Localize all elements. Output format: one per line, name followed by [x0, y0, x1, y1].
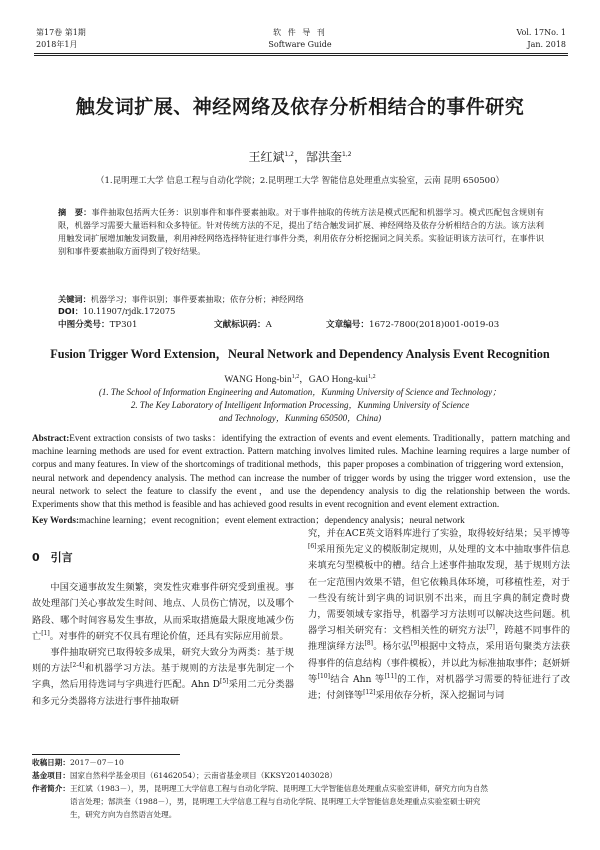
clc-item — [58, 318, 138, 330]
doi-label: DOI： — [58, 306, 83, 316]
right-text-2: 采用预先定义的模版制定规则，从处理的文本中抽取事件信息来填充匀型模板中的槽。结合上述事件抽取发现，基于规则方法在一定范围内效果不错，但它依赖具体环境，可移植性差，对于一些没有统计到字典的词识别不出来，而且字典的制定费时费力，需要领域专家指导，机器学习方法则可以解决这些问题。机器学习相关研究有：文档相关性的研究方法 — [308, 544, 570, 637]
header-rule — [34, 53, 568, 54]
intro-p2-text-b: 和机器学习方法。基于规则的方法是事先制定一个字典，然后用待选词与字典进行匹配。Ahn D — [32, 663, 295, 691]
header-journal-cn: 软 件 导 刊 — [273, 28, 327, 37]
doi-line — [58, 305, 544, 318]
right-text-8: 采用依存分析，深入挖掘词与词 — [375, 690, 505, 702]
body-right-column — [308, 526, 570, 704]
doc-code-label: 文献标识码： — [214, 320, 266, 330]
footnote-author-bio-line-3: 生，研究方向为自然语言处理。 — [70, 810, 177, 819]
english-title: Fusion Trigger Word Extension，Neural Network and Dependency Analysis Event Recognition — [50, 347, 550, 361]
citation-8[interactable]: [8] — [364, 640, 373, 648]
header-rule-secondary — [34, 55, 568, 56]
header-volume-issue-en: Vol. 17No. 1 — [516, 28, 566, 37]
english-author-1: WANG Hong-bin — [224, 375, 292, 385]
intro-p2-text-c: 采用二元分类器和多元分类器将方法进行事件抽取研 — [32, 679, 294, 707]
clc-label: 中图分类号： — [58, 320, 110, 330]
intro-paragraph-1 — [32, 580, 294, 645]
citation-3[interactable]: [5] — [220, 678, 229, 686]
author-name-2: ，郜洪奎 — [294, 150, 343, 164]
paper-title: 触发词扩展、神经网络及依存分析相结合的事件研究 — [75, 96, 525, 118]
author-bio-label: 作者简介： — [32, 784, 70, 793]
keywords-cn-label: 关键词： — [58, 294, 91, 304]
header-journal-en: Software Guide — [268, 40, 332, 49]
citation-12[interactable]: [12] — [363, 688, 376, 696]
intro-p1-end: 。对事件的研究不仅具有理论价值，还具有实际应用前景。 — [49, 630, 289, 642]
fund-label: 基金项目： — [32, 771, 70, 780]
citation-2[interactable]: [2-4] — [70, 662, 85, 670]
article-no-item — [326, 318, 499, 330]
intro-p1-text: 中国交通事故发生频繁，突发性灾难事件研究受到重视。事故处理部门关心事故发生时间、地点、人员伤亡情况，以及哪个路段、哪个时间容易发生事故，从而采取措施最大限度地减少伤亡 — [32, 582, 294, 642]
article-no-value: 1672-7800(2018)001-0019-03 — [368, 320, 500, 330]
english-abstract-text: Event extraction consists of two tasks：identifying the extraction of events and event elements. Traditionally，pattern matching and machine learning methods are used for event extraction. Pattern matching involves limited rules. Machine learning requires a large number of corpus and many features. In view of the shortcomings of traditional methods，this paper proposes a combination of triggering word extension，neural network and dependency analysis. The method can increase the number of trigger words by using the trigger word extension，use the neural network to select the feature to classify the event，and use the dependency analysis to dig the relationship between the words. Experiments show that this method is feasible and has achieved good results in event recognition and event element extraction. — [32, 433, 570, 510]
citation-11[interactable]: [11] — [384, 672, 397, 680]
footnote-author-bio — [32, 783, 568, 795]
english-keywords-label: Key Words: — [32, 515, 80, 525]
affiliation-cn: （1.昆明理工大学 信息工程与自动化学院；2.昆明理工大学 智能信息处理重点实验室，云南 昆明 650500） — [96, 176, 504, 186]
authors-cn — [0, 148, 600, 165]
received-date: 2017－07－10 — [69, 758, 124, 767]
english-affiliation-line-3: and Technology，Kunming 650500，China) — [218, 413, 382, 423]
doc-code-value: A — [265, 320, 272, 330]
citation-1[interactable]: [1] — [41, 629, 50, 637]
intro-paragraph-2 — [32, 645, 294, 710]
author-name-1: 王红斌 — [248, 150, 285, 164]
citation-9[interactable]: [9] — [410, 640, 420, 648]
footnote-fund — [32, 770, 568, 782]
footnote-rule — [32, 754, 180, 755]
english-authors — [0, 371, 600, 385]
footnote-author-bio-line-2: 语言处理；郜洪奎（1988－），男，昆明理工大学信息工程与自动化学院、昆明理工大学智能信息处理重点实验室硕士研究 — [70, 797, 481, 806]
header-volume-issue: 第17卷 第1期 — [36, 28, 86, 37]
intro-p2-text: 事件抽取研究已取得较多成果，研究大致分为两类：基于规则的方法 — [32, 647, 294, 675]
english-affiliation-line-1: (1. The School of Information Engineering and Automation，Kunming University of Science and Technology； — [98, 387, 502, 397]
abstract-cn — [58, 206, 544, 258]
english-keywords-text: machine learning；event recognition；event element extraction；dependency analysis；neural network — [79, 515, 465, 525]
author-bio-line-1: 王红斌（1983－），男，昆明理工大学信息工程与自动化学院、昆明理工大学智能信息处理重点实验室讲师，研究方向为自然 — [69, 784, 488, 793]
abstract-cn-text: 事件抽取包括两大任务：识别事件和事件要素抽取。对于事件抽取的传统方法是模式匹配和机器学习。模式匹配包含规则有限，机器学习需要大量语料和众多特征。针对传统方法的不足，提出了结合触发词扩展、神经网络及依存分析相结合的方法。该方法利用触发词扩展增加触发词数量，利用神经网络选择特征进行事件分类，利用依存分析挖掘词之间关系。实验证明该方法可行，在事件识别和事件要素抽取方面得到了较好结果。 — [58, 207, 544, 256]
right-text-7: 的工作，对机器学习需要的特征进行了改进；付剑锋等 — [308, 673, 571, 702]
clc-value: TP301 — [109, 320, 138, 330]
article-no-label: 文章编号： — [326, 320, 369, 330]
english-abstract-label: Abstract: — [32, 433, 70, 443]
english-author-1-sup: 1,2 — [291, 373, 300, 380]
right-text-6: 结合 Ahn 等 — [329, 673, 385, 685]
author-sup-1: 1,2 — [284, 151, 294, 158]
header-date-cn: 2018年1月 — [36, 40, 78, 49]
english-author-2: ，GAO Hong-kui — [299, 375, 369, 385]
header-date-en: Jan. 2018 — [527, 40, 566, 49]
intro-paragraph-continued — [308, 526, 570, 704]
keywords-cn-text: 机器学习；事件识别；事件要素抽取；依存分析；神经网络 — [90, 294, 304, 304]
english-author-2-sup: 1,2 — [368, 373, 376, 380]
doi-value: 10.11907/rjdk.172075 — [83, 306, 176, 316]
footnote-received — [32, 757, 568, 769]
citation-10[interactable]: [10] — [317, 672, 330, 680]
citation-7[interactable]: [7] — [486, 624, 495, 632]
right-text-5: 根据中文特点，采用语句聚类方法获得事件的信息结构（事件模板），并以此为标准抽取事件；赵妍妍等 — [308, 641, 571, 685]
doc-code-item — [214, 318, 272, 330]
abstract-cn-label: 摘 要： — [58, 207, 92, 217]
fund-text: 国家自然科学基金项目（61462054）；云南省基金项目（KKSY201403028） — [69, 771, 337, 780]
english-affiliation-line-2: 2. The Key Laboratory of Intelligent Information Processing，Kunming University of Science — [130, 400, 470, 410]
body-left-column — [32, 548, 294, 710]
right-text-3: ，跨越不同事件的推理演绎方法 — [308, 625, 571, 653]
right-text-4: 。杨尔弘 — [373, 641, 411, 653]
section-heading-introduction: 0 引言 — [32, 551, 73, 564]
received-label: 收稿日期： — [32, 758, 70, 767]
english-abstract — [32, 432, 570, 511]
author-sup-2: 1,2 — [342, 151, 352, 158]
citation-6[interactable]: [6] — [308, 543, 317, 551]
right-text-1: 究，并在ACE英文语料库进行了实验，取得较好结果；吴平博等 — [308, 528, 570, 539]
